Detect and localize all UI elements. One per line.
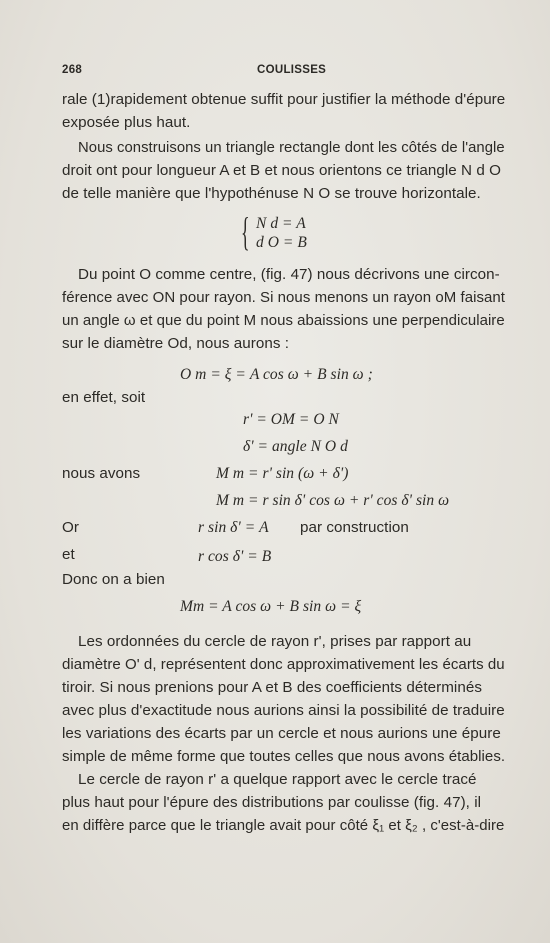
curly-brace: {	[241, 209, 250, 254]
text-line: un angle ω et que du point M nous abaissions une perpendiculaire	[62, 312, 505, 329]
text-line: Or	[62, 519, 79, 536]
equation: r' = OM = O N	[243, 411, 339, 428]
text-line: simple de même forme que toutes celles que nous avons établies.	[62, 748, 506, 765]
text-line: Les ordonnées du cercle de rayon r', prises par rapport au	[78, 633, 472, 650]
page-number: 268	[62, 64, 83, 76]
text-line: rale (1)rapidement obtenue suffit pour justifier la méthode d'épure	[62, 91, 506, 108]
equation: δ' = angle N O d	[243, 438, 348, 455]
text-line: droit ont pour longueur A et B et nous orientons ce triangle N d O	[62, 162, 501, 179]
text-line: en diffère parce que le triangle avait pour côté ξ₁ et ξ₂ , c'est-à-dire	[62, 817, 505, 834]
equation: M m = r' sin (ω + δ')	[216, 465, 349, 482]
equation: O m = ξ = A cos ω + B sin ω ;	[180, 366, 373, 383]
text-line: diamètre O' d, représentent donc approximativement les écarts du	[62, 656, 505, 673]
text-line: Du point O comme centre, (fig. 47) nous décrivons une circon-	[78, 266, 500, 283]
text-line: Nous construisons un triangle rectangle dont les côtés de l'angle	[78, 139, 505, 156]
text-line: les variations des écarts par un cercle et nous aurions une épure	[62, 725, 501, 742]
text-line: férence avec ON pour rayon. Si nous menons un rayon oM faisant	[62, 289, 506, 306]
text-line: plus haut pour l'épure des distributions par coulisse (fig. 47), il	[62, 794, 482, 811]
text-line: tiroir. Si nous prenions pour A et B des coefficients déterminés	[62, 679, 482, 696]
text-line: exposée plus haut.	[62, 114, 191, 131]
equation: M m = r sin δ' cos ω + r' cos δ' sin ω	[216, 492, 450, 509]
text-line: de telle manière que l'hypothénuse N O se trouve horizontale.	[62, 185, 481, 202]
text-line: nous avons	[62, 465, 141, 482]
equation: r cos δ' = B	[198, 548, 272, 565]
text-line: et	[62, 546, 75, 563]
text-line: avec plus d'exactitude nous aurions ainsi la possibilité de traduire	[62, 702, 505, 719]
text-line: Le cercle de rayon r' a quelque rapport avec le cercle tracé	[78, 771, 477, 788]
text-line: sur le diamètre Od, nous aurons :	[62, 335, 290, 352]
equation: r sin δ' = A	[198, 519, 269, 536]
equation: N d = A	[256, 215, 306, 232]
equation: d O = B	[256, 234, 307, 251]
equation: Mm = A cos ω + B sin ω = ξ	[180, 598, 362, 615]
text-line: en effet, soit	[62, 389, 146, 406]
text-line: Donc on a bien	[62, 571, 165, 588]
running-title: COULISSES	[257, 64, 327, 76]
text-line: par construction	[300, 519, 409, 536]
